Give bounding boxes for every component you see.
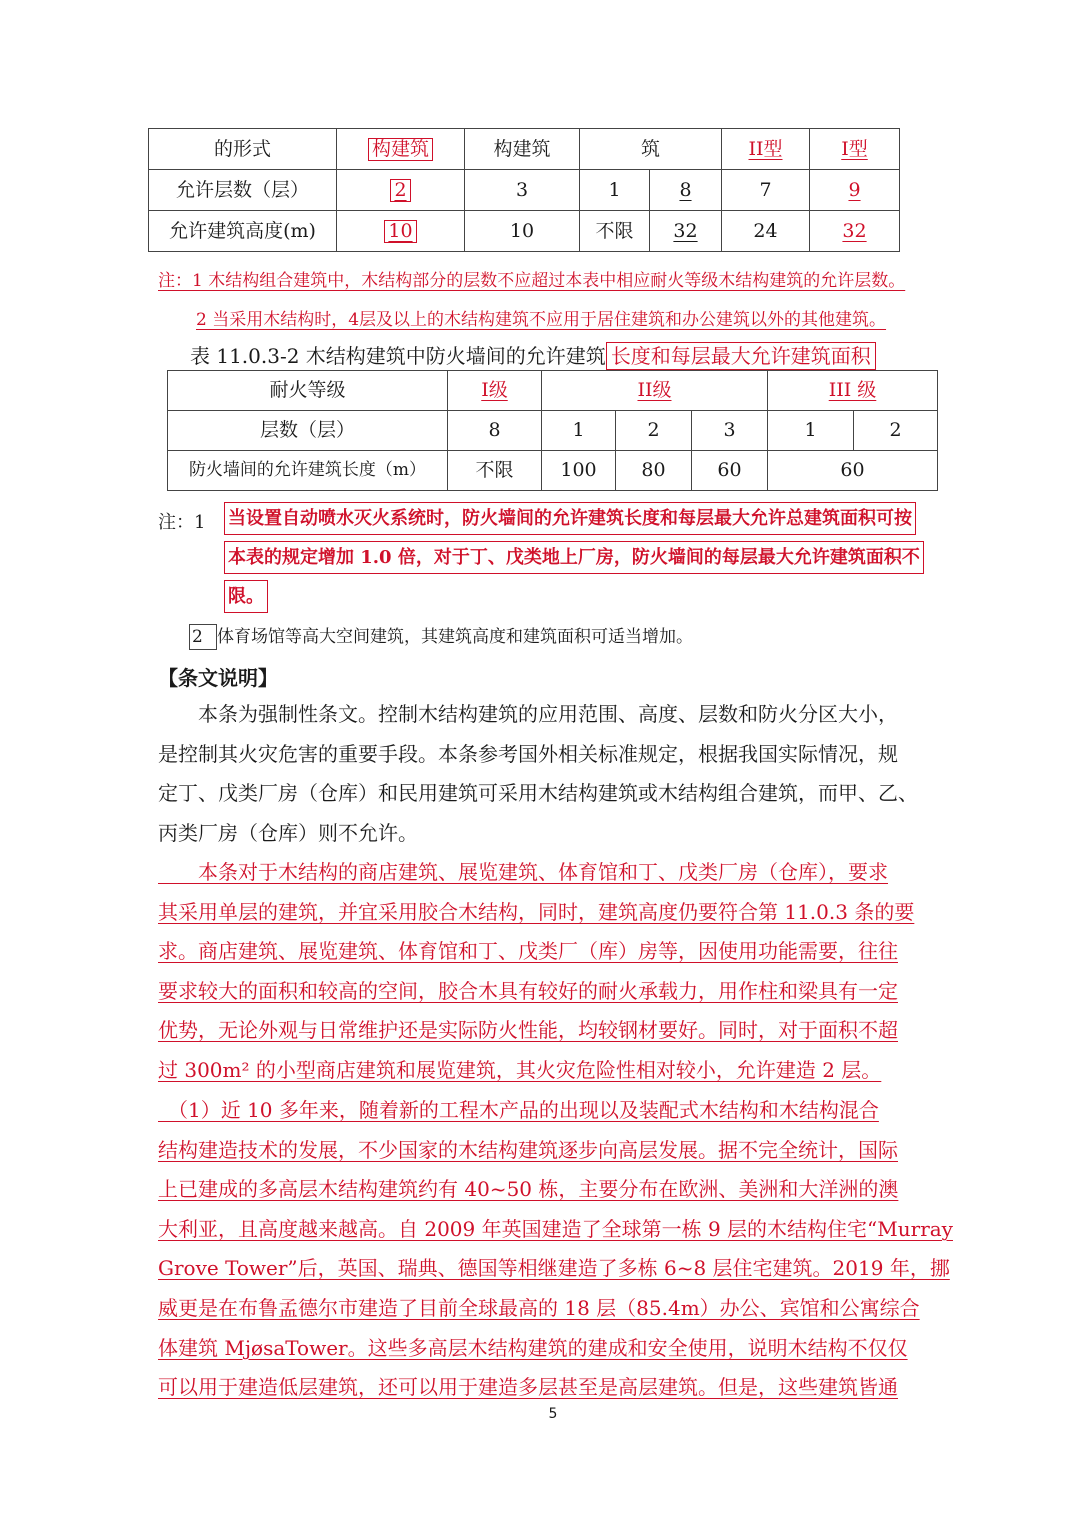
- table-cell: 100: [542, 451, 616, 491]
- table-cell: 7: [722, 170, 810, 211]
- table-firewall-length: [167, 370, 938, 491]
- paragraph-line: 是控制其火灾危害的重要手段。本条参考国外相关标准规定，根据我国实际情况，规: [158, 741, 898, 766]
- paragraph-line: 可以用于建造低层建筑，还可以用于建造多层甚至是高层建筑。但是，这些建筑皆通: [158, 1375, 898, 1400]
- table-row: [168, 371, 938, 411]
- paragraph-revision-2: [158, 1091, 953, 1408]
- paragraph-line: 大利亚，且高度越来越高。自 2009 年英国建造了全球第一栋 9 层的木结构住宅“Murray: [158, 1216, 953, 1241]
- table1-note-1: 注：1 木结构组合建筑中，木结构部分的层数不应超过本表中相应耐火等级木结构建筑的允许层数。: [158, 271, 906, 291]
- table-cell: 80: [616, 451, 692, 491]
- paragraph-line: 体建筑 MjøsaTower。这些多高层木结构建筑的建成和安全使用，说明木结构不仅仅: [158, 1335, 908, 1360]
- section-title: 【条文说明】: [158, 666, 278, 690]
- table-cell: 60: [768, 451, 938, 491]
- table-cell: 10: [337, 211, 465, 252]
- paragraph-revision-1: [158, 853, 914, 1091]
- caption-revision: 长度和每层最大允许建筑面积: [606, 342, 876, 370]
- table-row: [149, 211, 900, 252]
- paragraph-line: （1）近 10 多年来，随着新的工程木产品的出现以及装配式木结构和木结构混合: [158, 1098, 879, 1122]
- paragraph-line: 求。商店建筑、展览建筑、体育馆和丁、戊类厂（库）房等，因使用功能需要，往往: [158, 939, 898, 964]
- header-cell: 的形式: [149, 129, 337, 170]
- row-label: 允许层数（层）: [149, 170, 337, 211]
- table1-note-2: 2 当采用木结构时，4层及以上的木结构建筑不应用于居住建筑和办公建筑以外的其他建筑。: [196, 310, 887, 330]
- row-label: 防火墙间的允许建筑长度（m）: [168, 451, 448, 491]
- paragraph-line: 本条对于木结构的商店建筑、展览建筑、体育馆和丁、戊类厂房（仓库），要求: [158, 860, 888, 884]
- table-row: [168, 411, 938, 451]
- table-cell: 2: [337, 170, 465, 211]
- table-cell: 1: [768, 411, 854, 451]
- table2-note-line: 限。: [224, 580, 268, 613]
- caption-text: 表 11.0.3-2 木结构建筑中防火墙间的允许建筑: [190, 344, 606, 368]
- page-number: 5: [548, 1406, 558, 1422]
- table-cell: 1: [542, 411, 616, 451]
- paragraph-line: 要求较大的面积和较高的空间，胶合木具有较好的耐火承载力，用作柱和梁具有一定: [158, 978, 898, 1003]
- table-cell: III 级: [768, 371, 938, 411]
- table-cell: 2: [854, 411, 938, 451]
- table-cell: II级: [542, 371, 768, 411]
- table-cell: 24: [722, 211, 810, 252]
- table2-caption: [190, 340, 876, 369]
- table-cell: 1: [580, 170, 650, 211]
- table-cell: 2: [616, 411, 692, 451]
- table-floor-height-limits: [148, 128, 900, 252]
- paragraph-line: 结构建造技术的发展，不少国家的木结构建筑逐步向高层发展。据不完全统计，国际: [158, 1137, 898, 1162]
- paragraph-line: Grove Tower”后，英国、瑞典、德国等相继建造了多栋 6~8 层住宅建筑。2019 年，挪: [158, 1256, 950, 1281]
- table2-note-2: [189, 622, 693, 650]
- table-cell: 不限: [448, 451, 542, 491]
- table-cell: 3: [692, 411, 768, 451]
- header-cell: 构建筑: [465, 129, 580, 170]
- table-cell: I级: [448, 371, 542, 411]
- header-cell: II型: [722, 129, 810, 170]
- table-cell: 32: [810, 211, 900, 252]
- paragraph-line: 本条为强制性条文。控制木结构建筑的应用范围、高度、层数和防火分区大小，: [158, 702, 898, 726]
- header-cell: I型: [810, 129, 900, 170]
- table-cell: 32: [650, 211, 722, 252]
- table-cell: 3: [465, 170, 580, 211]
- row-label: 允许建筑高度(m): [149, 211, 337, 252]
- paragraph-line: 过 300m² 的小型商店建筑和展览建筑，其火灾危险性相对较小，允许建造 2 层。: [158, 1057, 882, 1082]
- header-cell: 构建筑: [337, 129, 465, 170]
- table-cell: 8: [650, 170, 722, 211]
- table-cell: 10: [465, 211, 580, 252]
- paragraph-line: 丙类厂房（仓库）则不允许。: [158, 820, 418, 845]
- paragraph-line: 优势，无论外观与日常维护还是实际防火性能，均较钢材要好。同时，对于面积不超: [158, 1018, 898, 1043]
- row-label: 耐火等级: [168, 371, 448, 411]
- table-row: [168, 451, 938, 491]
- table-row: [149, 170, 900, 211]
- note-2-number: 2: [189, 624, 217, 650]
- table-cell: 9: [810, 170, 900, 211]
- table-cell: 8: [448, 411, 542, 451]
- note-2-text: 体育场馆等高大空间建筑，其建筑高度和建筑面积可适当增加。: [217, 627, 693, 647]
- paragraph-line: 威更是在布鲁孟德尔市建造了目前全球最高的 18 层（85.4m）办公、宾馆和公寓综合: [158, 1295, 920, 1320]
- paragraph-line: 定丁、戊类厂房（仓库）和民用建筑可采用木结构建筑或木结构组合建筑，而甲、乙、: [158, 781, 918, 806]
- table-header-row: [149, 129, 900, 170]
- table-cell: 60: [692, 451, 768, 491]
- table2-note-prefix: 注：1: [158, 512, 206, 533]
- row-label: 层数（层）: [168, 411, 448, 451]
- table2-note-line: 当设置自动喷水灭火系统时，防火墙间的允许建筑长度和每层最大允许总建筑面积可按: [224, 502, 916, 535]
- header-cell: 筑: [580, 129, 722, 170]
- paragraph-line: 上已建成的多高层木结构建筑约有 40~50 栋，主要分布在欧洲、美洲和大洋洲的澳: [158, 1177, 899, 1202]
- table-cell: 不限: [580, 211, 650, 252]
- paragraph-explanation: [158, 695, 918, 853]
- paragraph-line: 其采用单层的建筑，并宜采用胶合木结构，同时，建筑高度仍要符合第 11.0.3 条的要: [158, 899, 915, 924]
- table2-note-line: 本表的规定增加 1.0 倍，对于丁、戊类地上厂房，防火墙间的每层最大允许建筑面积不: [224, 541, 924, 574]
